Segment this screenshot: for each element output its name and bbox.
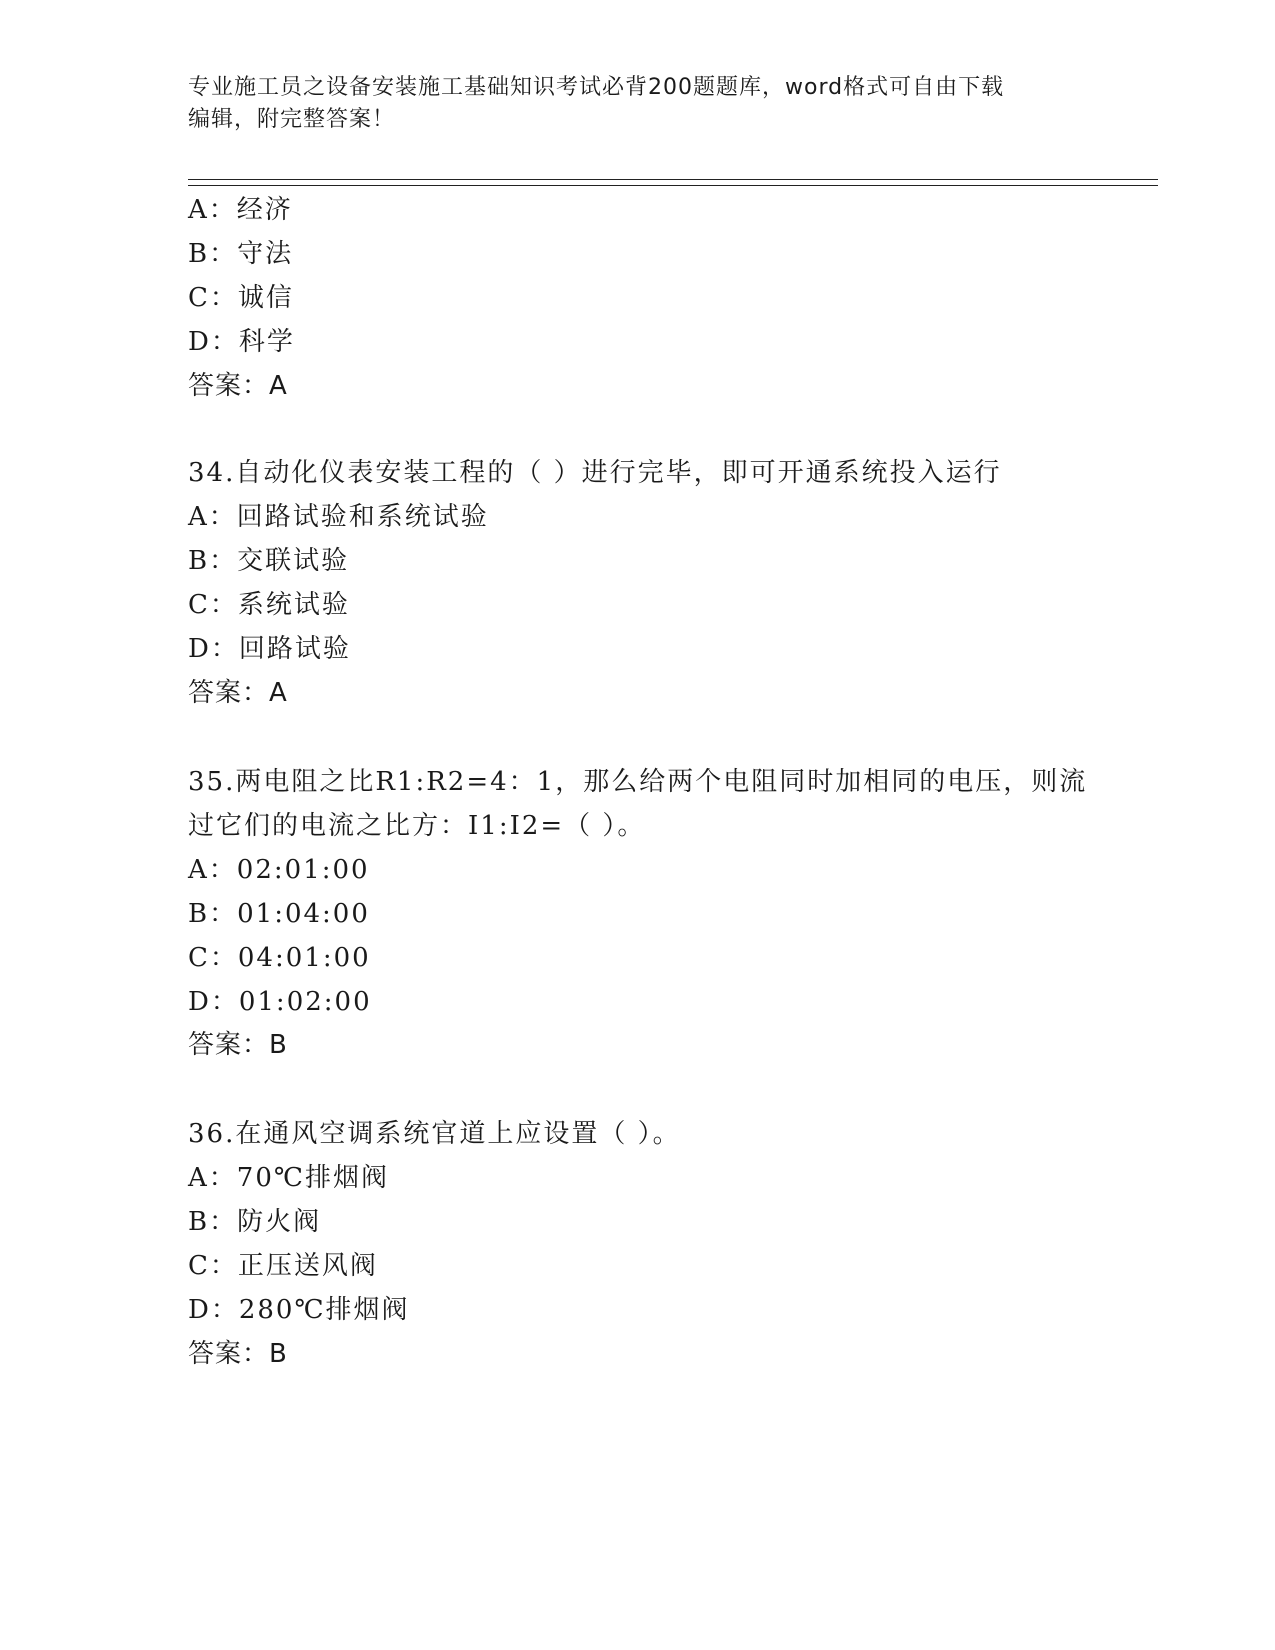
header-line-1: 专业施工员之设备安装施工基础知识考试必背200题题库，word格式可自由下载 xyxy=(188,75,1005,100)
q34-option-b: B：交联试验 xyxy=(188,546,350,576)
q35-answer: 答案：B xyxy=(188,1030,288,1060)
q36-answer: 答案：B xyxy=(188,1339,288,1369)
q36-option-b: B：防火阀 xyxy=(188,1207,322,1237)
q33-option-d: D：科学 xyxy=(188,327,295,357)
q36-option-c: C：正压送风阀 xyxy=(188,1251,378,1281)
document-header xyxy=(188,72,1088,136)
q33-option-b: B：守法 xyxy=(188,239,294,269)
q33-option-c: C：诚信 xyxy=(188,283,294,313)
q33-answer: 答案：A xyxy=(188,371,288,401)
header-divider-bottom xyxy=(188,185,1158,186)
q34-question: 34.自动化仪表安装工程的（ ）进行完毕，即可开通系统投入运行 xyxy=(188,458,1002,488)
q35-option-d: D：01:02:00 xyxy=(188,987,372,1017)
q35-question-line-2: 过它们的电流之比方：I1:I2=（ ）。 xyxy=(188,811,646,841)
q35-option-c: C：04:01:00 xyxy=(188,943,371,973)
q34-option-a: A：回路试验和系统试验 xyxy=(188,502,489,532)
q36-option-d: D：280℃排烟阀 xyxy=(188,1295,410,1325)
q34-option-c: C：系统试验 xyxy=(188,590,350,620)
q34-answer: 答案：A xyxy=(188,678,288,708)
header-line-2: 编辑，附完整答案！ xyxy=(188,107,396,132)
q35-option-b: B：01:04:00 xyxy=(188,899,370,929)
q35-option-a: A：02:01:00 xyxy=(188,855,370,885)
q33-option-a: A：经济 xyxy=(188,195,293,225)
q36-question: 36.在通风空调系统官道上应设置（ ）。 xyxy=(188,1119,681,1149)
q36-option-a: A：70℃排烟阀 xyxy=(188,1163,389,1193)
q34-option-d: D：回路试验 xyxy=(188,634,351,664)
q35-question-line-1: 35.两电阻之比R1:R2=4：1，那么给两个电阻同时加相同的电压，则流 xyxy=(188,767,1088,797)
header-divider-top xyxy=(188,179,1158,180)
